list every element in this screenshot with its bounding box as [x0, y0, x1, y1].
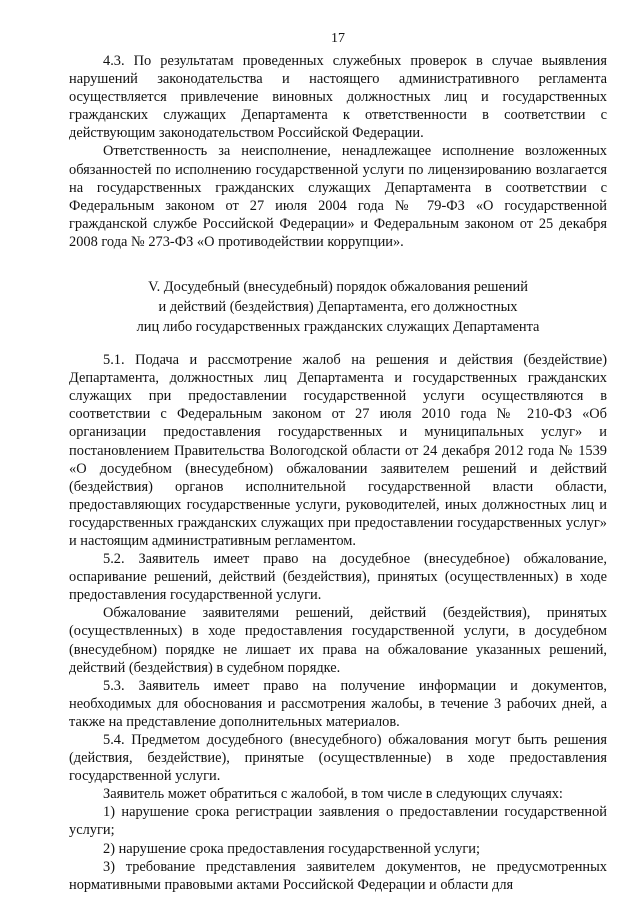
paragraph-appeal: Обжалование заявителями решений, действий (бездействия), принятых (осуществленных) в ходе предоставления государственной услуги, в досудебном (внесудебном) порядке не лишает их права на обжалование указанных решений, действий (бездействия) в судебном порядке. — [69, 605, 607, 676]
section-title-line: V. Досудебный (внесудебный) порядок обжалования решений — [148, 279, 528, 296]
paragraph-5-4: 5.4. Предметом досудебного (внесудебного) обжалования могут быть решения (действия, бездействие), принятые (осуществленные) в ходе предоставления государственной услуги. — [69, 732, 607, 785]
paragraph-responsibility: Ответственность за неисполнение, ненадлежащее исполнение возложенных обязанностей по исполнению государственной услуги по лицензированию возлагается на государственных гражданских служащих Департамента в соответствии с Федеральным законом от 27 июля 2004 года № 79-ФЗ «О государственной гражданской службе Российской Федерации» и Федеральным законом от 25 декабря 2008 года № 273-ФЗ «О противодействии коррупции». — [69, 143, 607, 250]
document-page — [69, 30, 607, 894]
page-number: 17 — [331, 31, 345, 46]
list-item-2: 2) нарушение срока предоставления государственной услуги; — [103, 840, 480, 857]
paragraph-5-3: 5.3. Заявитель имеет право на получение информации и документов, необходимых для обоснования и рассмотрения жалобы, в течение 3 рабочих дней, а также на представление дополнительных материалов. — [69, 677, 607, 730]
paragraph-4-3: 4.3. По результатам проведенных служебных проверок в случае выявления нарушений законодательства и настоящего административного регламента осуществляется привлечение виновных должностных лиц и государственных гражданских служащих Департамента к ответственности в соответствии с действующим законодательством Российской Федерации. — [69, 53, 607, 142]
section-title-line: и действий (бездействия) Департамента, его должностных — [158, 299, 518, 316]
section-title — [69, 277, 607, 337]
paragraph-cases-intro: Заявитель может обратиться с жалобой, в том числе в следующих случаях: — [103, 786, 563, 803]
paragraph-5-1: 5.1. Подача и рассмотрение жалоб на решения и действия (бездействие) Департамента, должностных лиц Департамента и государственных гражданских служащих при предоставлении государственной услуги осуществляются в соответствии с Федеральным законом от 27 июля 2010 года № 210-ФЗ «Об организации предоставления государственных и муниципальных услуг» и постановлением Правительства Вологодской области от 24 декабря 2012 года № 1539 «О досудебном (внесудебном) обжаловании заявителем решений и действий (бездействия) органов исполнительной государственной власти области, предоставляющих государственные услуги, руководителей, иных должностных лиц и государственных гражданских служащих при предоставлении государственных услуг» и настоящим административным регламентом. — [69, 352, 607, 549]
list-item-3: 3) требование представления заявителем документов, не предусмотренных нормативными правовыми актами Российской Федерации и области для — [69, 858, 607, 893]
section-title-line: лиц либо государственных гражданских служащих Департамента — [136, 319, 540, 336]
list-item-1: 1) нарушение срока регистрации заявления о предоставлении государственной услуги; — [69, 804, 607, 839]
paragraph-5-2: 5.2. Заявитель имеет право на досудебное (внесудебное) обжалование, оспаривание решений, действий (бездействия), принятых (осуществленных) в ходе предоставления государственной услуги. — [69, 551, 607, 604]
